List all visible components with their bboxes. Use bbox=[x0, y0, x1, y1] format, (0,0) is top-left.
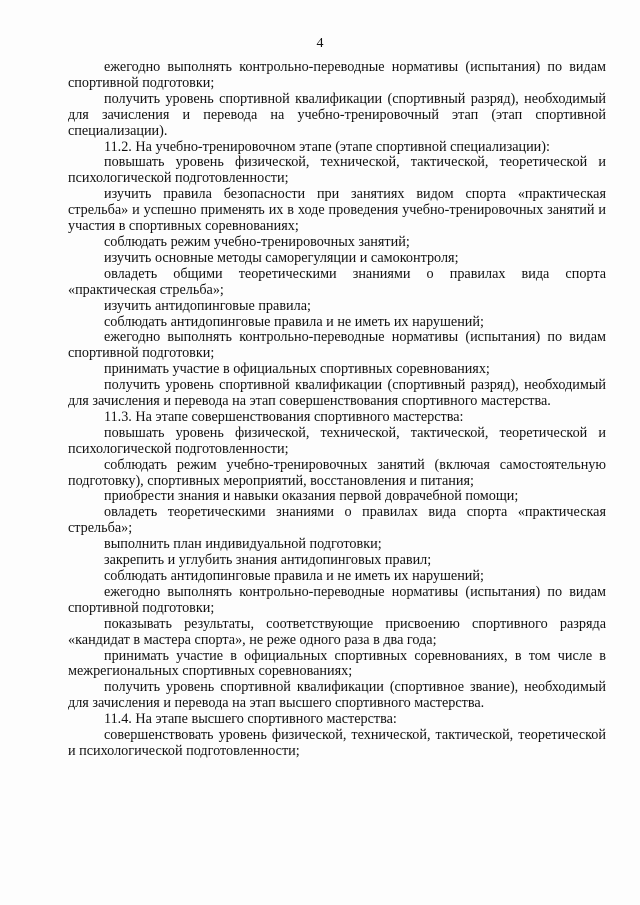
paragraph: соблюдать режим учебно-тренировочных занятий; bbox=[104, 233, 410, 250]
paragraph: принимать участие в официальных спортивных соревнованиях, в том числе в межрегиональных спортивных соревнованиях; bbox=[68, 647, 606, 680]
paragraph: закрепить и углубить знания антидопинговых правил; bbox=[104, 552, 432, 569]
page-number: 4 bbox=[316, 36, 324, 51]
paragraph: получить уровень спортивной квалификации (спортивный разряд), необходимый для зачисления и перевода на этап совершенствования спортивного мастерства. bbox=[68, 377, 606, 410]
paragraph: принимать участие в официальных спортивных соревнованиях; bbox=[104, 361, 490, 378]
paragraph: овладеть общими теоретическими знаниями о правилах вида спорта «практическая стрельба»; bbox=[68, 265, 606, 298]
paragraph: овладеть теоретическими знаниями о правилах вида спорта «практическая стрельба»; bbox=[68, 504, 606, 537]
paragraph: ежегодно выполнять контрольно-переводные нормативы (испытания) по видам спортивной подготовки; bbox=[68, 583, 606, 616]
paragraph: 11.2. На учебно-тренировочном этапе (этапе спортивной специализации): bbox=[104, 138, 550, 155]
paragraph: получить уровень спортивной квалификации (спортивный разряд), необходимый для зачисления и перевода на учебно-тренировочный этап (этап спортивной специализации). bbox=[68, 90, 606, 139]
paragraph: совершенствовать уровень физической, технической, тактической, теоретической и психологической подготовленности; bbox=[68, 727, 606, 759]
paragraph: повышать уровень физической, технической, тактической, теоретической и психологической подготовленности; bbox=[68, 154, 606, 187]
paragraph: выполнить план индивидуальной подготовки; bbox=[104, 536, 382, 553]
paragraph: соблюдать антидопинговые правила и не иметь их нарушений; bbox=[104, 568, 484, 584]
paragraph: показывать результаты, соответствующие присвоению спортивного разряда «кандидат в мастера спорта», не реже одного раза в два года; bbox=[68, 615, 606, 648]
paragraph: изучить правила безопасности при занятиях видом спорта «практическая стрельба» и успешно применять их в ходе проведения учебно-тренировочных занятий и участия в спортивных соревнованиях; bbox=[68, 186, 606, 235]
paragraph: ежегодно выполнять контрольно-переводные нормативы (испытания) по видам спортивной подготовки; bbox=[68, 329, 606, 362]
paragraph: соблюдать режим учебно-тренировочных занятий (включая самостоятельную подготовку), спортивных мероприятий, восстановления и питания; bbox=[68, 456, 606, 489]
paragraph: 11.3. На этапе совершенствования спортивного мастерства: bbox=[104, 408, 464, 425]
paragraph: 11.4. На этапе высшего спортивного мастерства: bbox=[104, 711, 397, 728]
paragraph: приобрести знания и навыки оказания первой доврачебной помощи; bbox=[104, 488, 519, 505]
paragraph: соблюдать антидопинговые правила и не иметь их нарушений; bbox=[104, 313, 484, 330]
paragraph: изучить антидопинговые правила; bbox=[104, 297, 311, 314]
paragraph: ежегодно выполнять контрольно-переводные нормативы (испытания) по видам спортивной подготовки; bbox=[68, 59, 606, 91]
document-body bbox=[68, 60, 606, 760]
paragraph: изучить основные методы саморегуляции и самоконтроля; bbox=[104, 249, 459, 266]
paragraph: повышать уровень физической, технической, тактической, теоретической и психологической подготовленности; bbox=[68, 424, 606, 457]
paragraph: получить уровень спортивной квалификации (спортивное звание), необходимый для зачисления и перевода на этап высшего спортивного мастерства. bbox=[68, 679, 606, 712]
